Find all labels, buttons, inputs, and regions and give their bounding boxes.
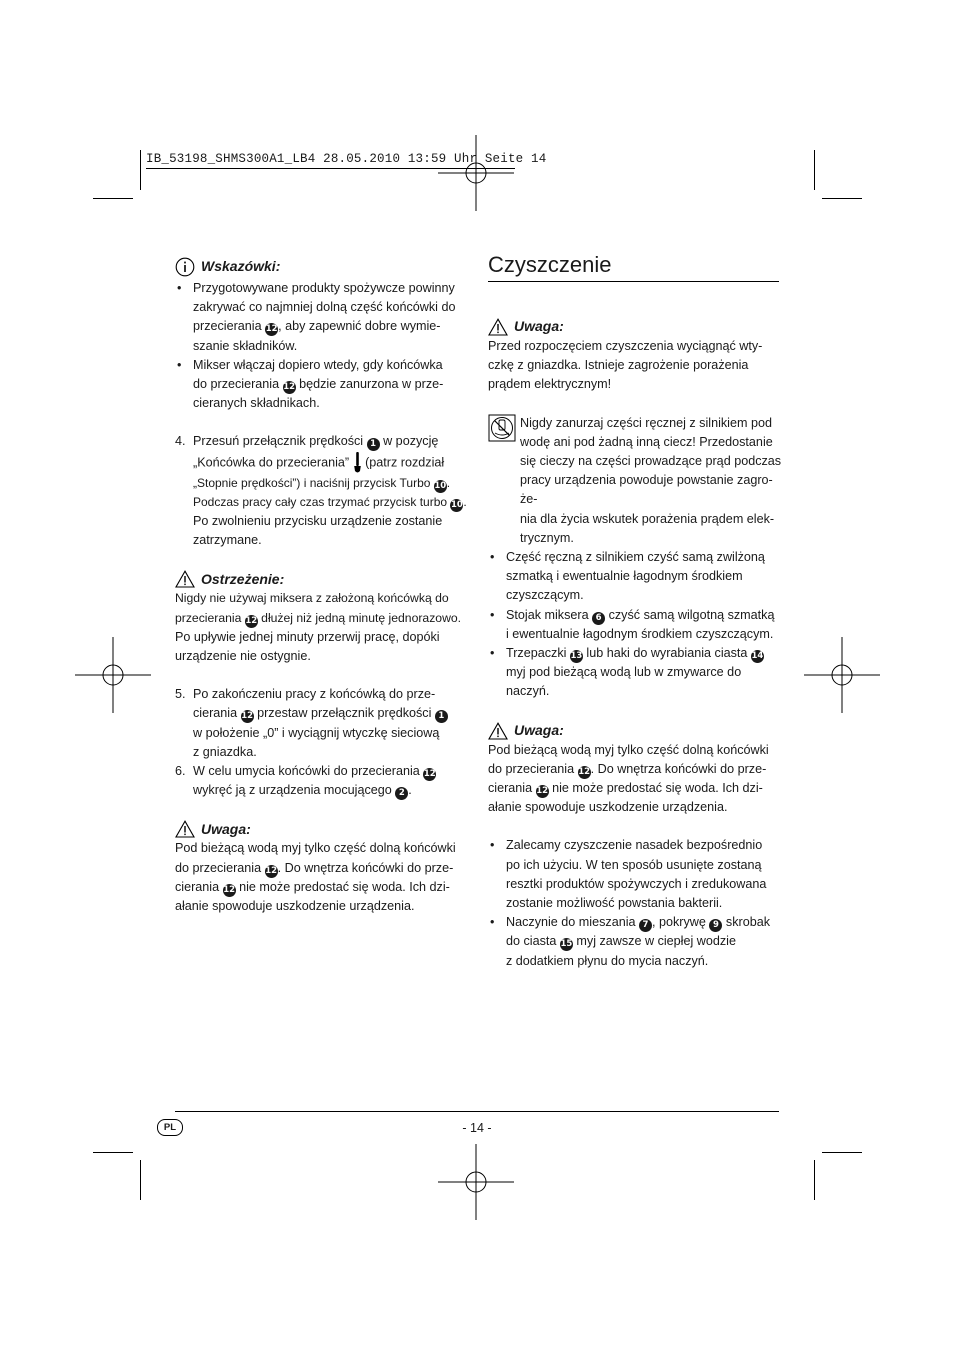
part-number-badge: 12 — [265, 865, 278, 876]
step-4: 4. Przesuń przełącznik prędkości 1 w pozycję „Końcówka do przecierania” (patrz rozdział „Stopnie prędkości”) i naciśnij przycisk Turbo 10. Podczas pracy cały czas trzymać przycisk turbo 10. Po zwolnieniu przycisku urządzenie zostanie zatrzymane. — [175, 434, 467, 548]
list-item: • Trzepaczki 13 lub haki do wyrabiania ciasta 14 myj pod bieżącą wodą lub w zmywarce do naczyń. — [488, 644, 783, 702]
list-item: • Mikser włączaj dopiero wtedy, gdy końcówka do przecierania 12 będzie zanurzona w prze- cieranych składnikach. — [175, 356, 475, 414]
left-column: Wskazówki: • Przygotowywane produkty spożywcze powinny zakrywać co najmniej dolną część końcówki do przecierania 12, aby zapewnić dobre wymie- szanie składników. • Mikser włączaj dopiero wtedy, gdy końcówka do przecierania 12 będzie zanurzona w prze- cieranych składnikach. 4. Przesuń przełącznik prędkości 1 w pozycję „Końcówka do przecierania” (patrz rozdział „Stopnie prędkości”) i naciśnij przycisk Turbo 10. Podczas pracy cały czas trzymać przycisk turbo 10. Po zwolnieniu przycisku urządzenie zostanie zatrzymane. Ostrzeżenie: Nigdy nie używaj miksera z założoną końcówką do przecierania 12 dłużej niż jedną minutę jednorazowo. Po upływie jednej minuty przerwij pracę, dopóki urządzenie nie ostygnie. 5. Po zakończeniu pracy z końcówką do prze- cierania 12 przestaw przełącznik prędkości 1 w położenie „0” i wyciągnij wtyczkę sieciową z gniazdka. 6. W celu umycia końcówki do przecierania 12 wykręć ją z urządzenia mocującego 2 . Uwaga: Pod bieżącą wodą myj tylko część dolną końcówki do przecierania 12. Do wnętrza końcówki do prze- cierania 12 nie może predostać się woda. Ich dzi- ałanie spowoduje uszkodzenie urządzenia. — [175, 257, 475, 916]
caution-heading: Uwaga: — [175, 819, 475, 839]
part-number-badge: 12 — [241, 711, 254, 722]
part-number-badge: 10 — [434, 480, 447, 491]
part-number-badge: 2 — [395, 787, 408, 800]
step-6: 6. W celu umycia końcówki do przecierania 12 wykręć ją z urządzenia mocującego 2 . — [175, 764, 436, 799]
part-number-badge: 13 — [570, 651, 583, 662]
part-number-badge: 12 — [536, 786, 549, 797]
part-number-badge: 7 — [639, 919, 652, 932]
list-item: • Część ręczną z silnikiem czyść samą zwilżoną szmatką i ewentualnie łagodnym środkiem czyszczącym. — [488, 548, 783, 606]
blender-attachment-icon — [353, 452, 362, 474]
part-number-badge: 1 — [435, 710, 448, 723]
crop-mark — [140, 1160, 141, 1200]
page-title: Czyszczenie — [488, 250, 779, 282]
part-number-badge: 1 — [367, 438, 380, 451]
no-immersion-notice: Nigdy zanurzaj części ręcznej z silnikiem pod wodę ani pod żadną inną ciecz! Przedostanie się cieczy na części prowadzące prąd podczas pracy urządzenia powoduje powstanie zagro-że- nia dla życia wskutek porażenia prądem elek- trycznym. — [488, 414, 783, 548]
part-number-badge: 6 — [592, 612, 605, 625]
part-number-badge: 12 — [423, 769, 436, 780]
warning-triangle-icon — [488, 318, 508, 336]
caution-heading: Uwaga: — [488, 721, 783, 741]
part-number-badge: 12 — [245, 615, 258, 626]
registration-mark-icon — [438, 1144, 514, 1220]
crop-mark — [814, 150, 815, 190]
part-number-badge: 12 — [283, 382, 296, 393]
part-number-badge: 9 — [709, 919, 722, 932]
crop-mark — [93, 1152, 133, 1153]
footer-rule — [175, 1111, 779, 1112]
caution-heading: Uwaga: — [488, 317, 783, 337]
warning-triangle-icon — [488, 722, 508, 740]
right-column: Uwaga: Przed rozpoczęciem czyszczenia wyciągnąć wty- czkę z gniazdka. Istnieje zagrożenie porażenia prądem elektrycznym! Nigdy zanurzaj części ręcznej z silnikiem pod wodę ani pod żadną inną ciecz! Przedostanie się cieczy na części prowadzące prąd podczas pracy urządzenia powoduje powstanie zagro-że- nia dla życia wskutek porażenia prądem elek- trycznym. • Część ręczną z silnikiem czyść samą zwilżoną szmatką i ewentualnie łagodnym środkiem czyszczącym. • Stojak miksera 6 czyść samą wilgotną szmatką i ewentualnie łagodnym środkiem czyszczącym. • Trzepaczki 13 lub haki do wyrabiania ciasta 14 myj pod bieżącą wodą lub w zmywarce do naczyń. Uwaga: Pod bieżącą wodą myj tylko część dolną końcówki do przecierania 12. Do wnętrza końcówki do prze- cierania 12 nie może predostać się woda. Ich dzi- ałanie spowoduje uszkodzenie urządzenia. • Zalecamy czyszczenie nasadek bezpośrednio po ich użyciu. W ten sposób usunięte zostaną resztki produktów spożywczych i zredukowana zostanie możliwość powstania bakterii. • Naczynie do mieszania 7 , pokrywę 9 skrobak do ciasta 15 myj zawsze w ciepłej wodzie z dodatkiem płynu do mycia naczyń. — [488, 317, 783, 971]
list-item: • Przygotowywane produkty spożywcze powinny zakrywać co najmniej dolną część końcówki do przecierania 12, aby zapewnić dobre wymie- szanie składników. — [175, 279, 475, 356]
info-icon — [175, 257, 195, 277]
part-number-badge: 12 — [223, 884, 236, 895]
list-item: • Zalecamy czyszczenie nasadek bezpośrednio po ich użyciu. W ten sposób usunięte zostaną resztki produktów spożywczych i zredukowana zostanie możliwość powstania bakterii. — [488, 836, 783, 913]
registration-mark-icon — [438, 135, 514, 211]
part-number-badge: 14 — [751, 651, 764, 662]
warning-triangle-icon — [175, 570, 195, 588]
tips-heading: Wskazówki: — [175, 257, 475, 277]
crop-mark — [93, 198, 133, 199]
part-number-badge: 12 — [265, 324, 278, 335]
crop-mark — [814, 1160, 815, 1200]
list-item: • Stojak miksera 6 czyść samą wilgotną szmatką i ewentualnie łagodnym środkiem czyszczącym. — [488, 606, 783, 644]
step-5: 5. Po zakończeniu pracy z końcówką do prze- cierania 12 przestaw przełącznik prędkości 1 w położenie „0” i wyciągnij wtyczkę sieciową z gniazdka. — [175, 685, 475, 762]
crop-mark — [822, 198, 862, 199]
warning-heading: Ostrzeżenie: — [175, 569, 475, 589]
crop-mark — [822, 1152, 862, 1153]
warning-triangle-icon — [175, 820, 195, 838]
no-water-immersion-icon — [488, 414, 516, 442]
print-header-strip: IB_53198_SHMS300A1_LB4 28.05.2010 13:59 Uhr Seite 14 — [146, 152, 547, 166]
crop-mark — [140, 150, 141, 190]
part-number-badge: 10 — [451, 499, 463, 510]
part-number-badge: 15 — [560, 939, 573, 950]
list-item: • Naczynie do mieszania 7 , pokrywę 9 skrobak do ciasta 15 myj zawsze w ciepłej wodzie z dodatkiem płynu do mycia naczyń. — [488, 913, 783, 971]
registration-mark-icon — [75, 637, 151, 713]
page-number: - 14 - — [462, 1121, 492, 1135]
language-badge: PL — [157, 1119, 183, 1136]
registration-mark-icon — [804, 637, 880, 713]
part-number-badge: 12 — [578, 766, 591, 777]
